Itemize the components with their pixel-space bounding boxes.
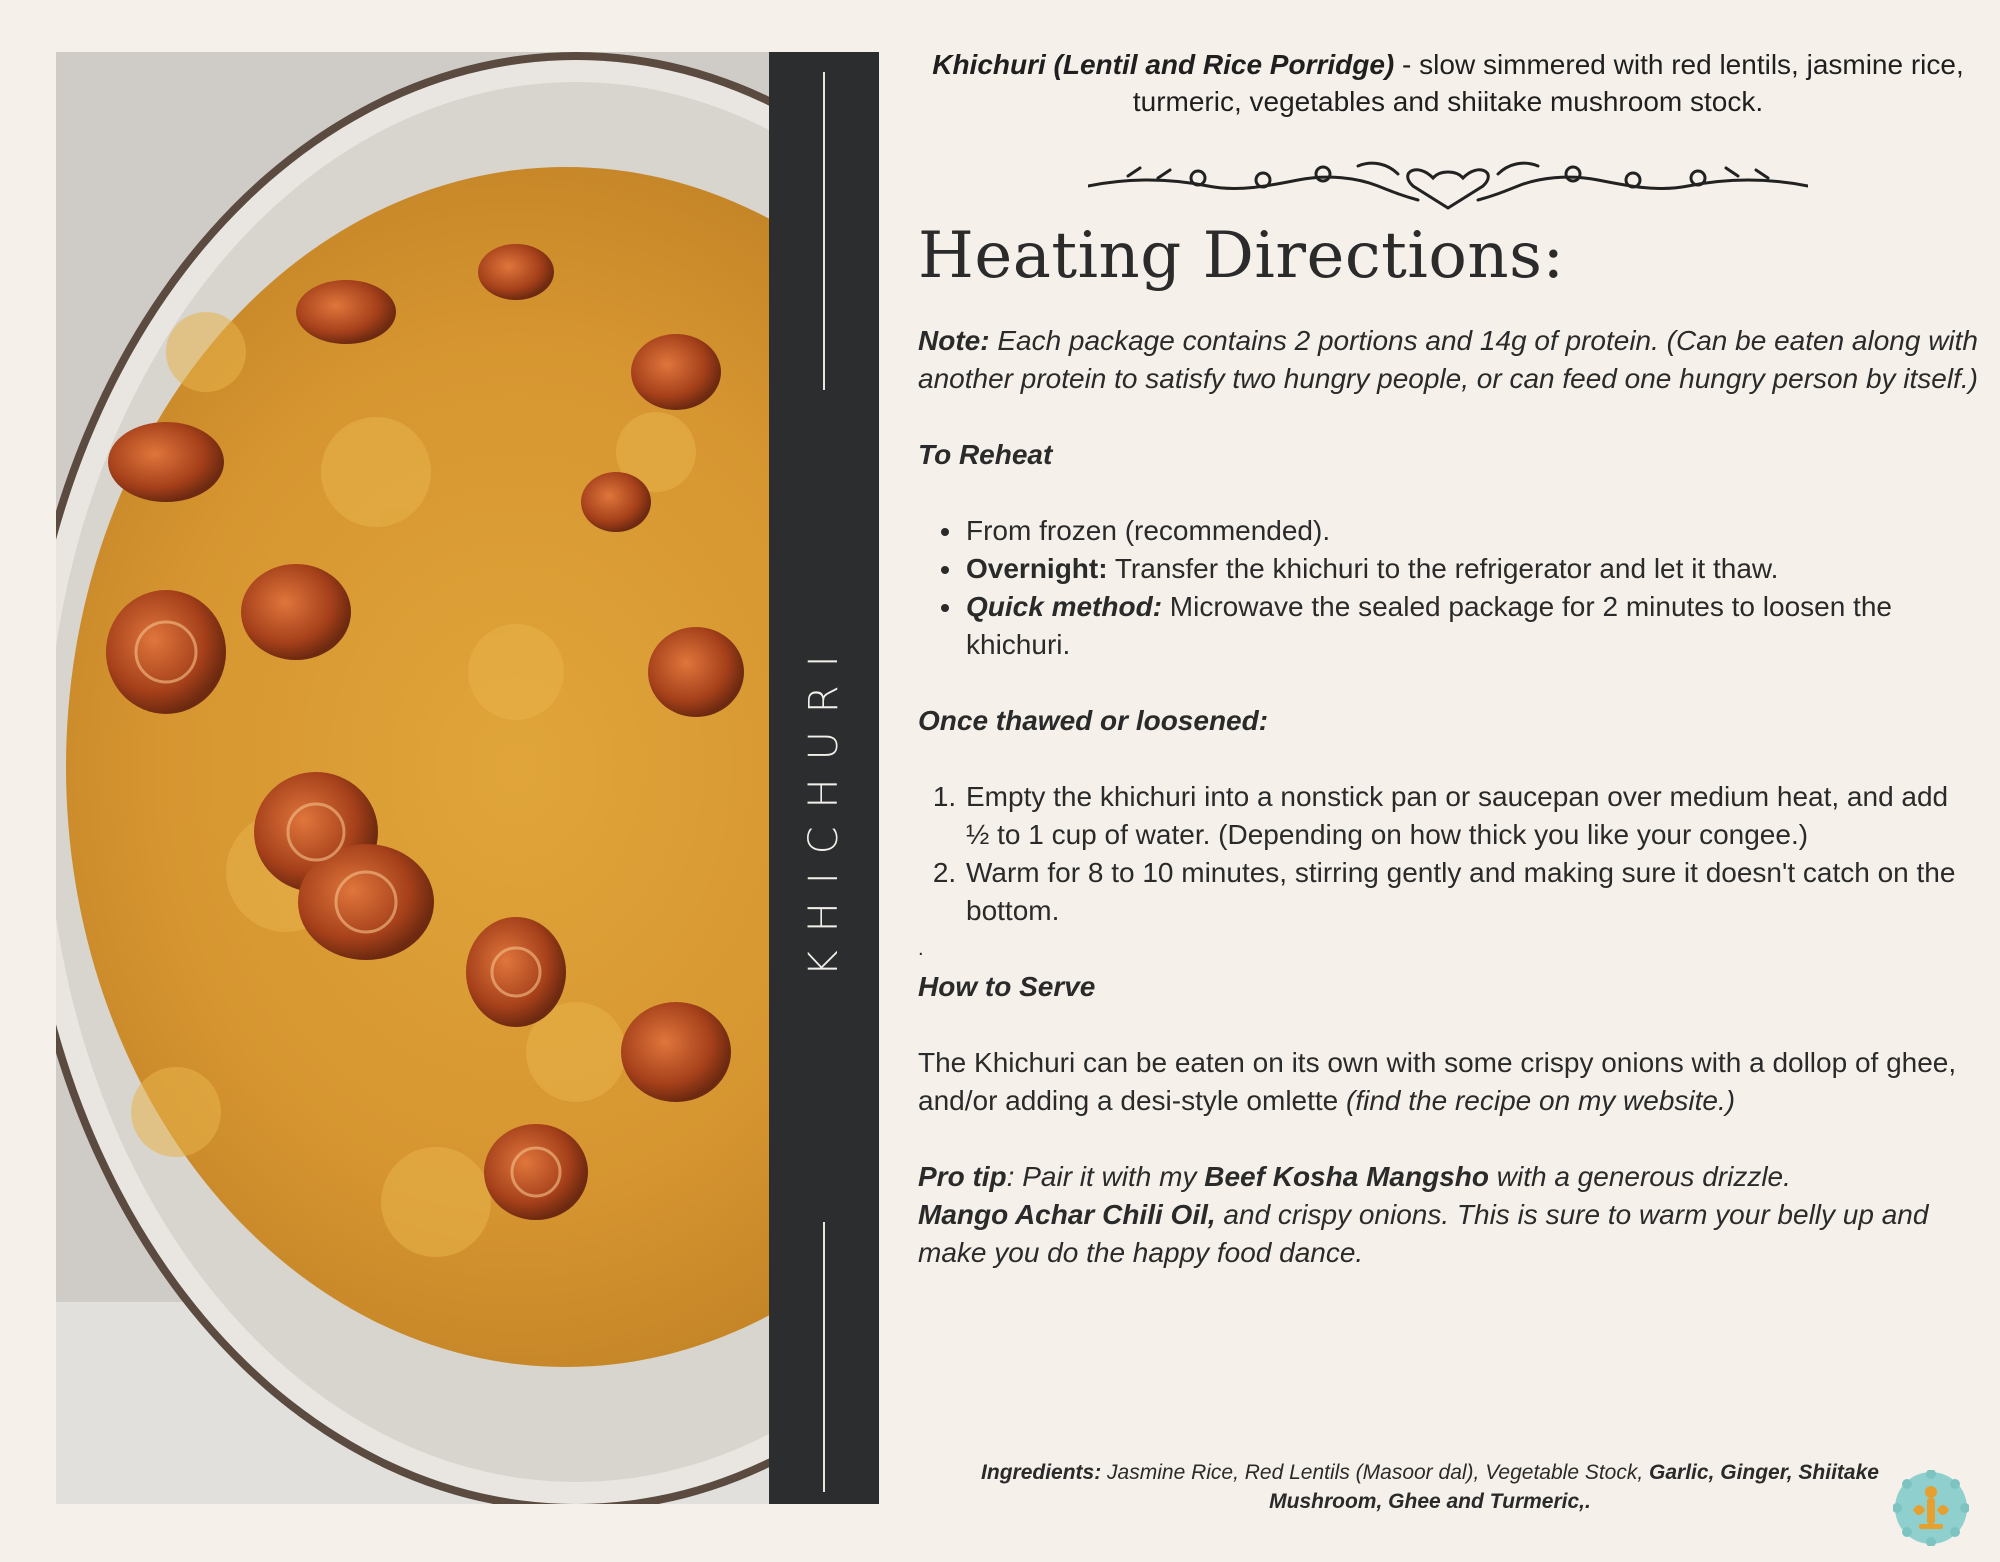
reheat-title [918, 436, 1978, 474]
dish-photo [56, 52, 769, 1504]
bullet-text: From frozen (recommended). [966, 515, 1331, 546]
pro-tip-text: with a generous drizzle. [1488, 1161, 1791, 1192]
bullet-text: Transfer the khichuri to the refrigerator and let it thaw. [1107, 553, 1779, 584]
floral-heart-divider-icon [1088, 156, 1808, 212]
reheat-title-text: To Reheat [918, 439, 1053, 470]
serve-title [918, 968, 1978, 1006]
list-item [964, 550, 1978, 588]
band-bottom-rule [823, 1222, 825, 1492]
pro-tip-dish: Beef Kosha Mangsho [1204, 1161, 1489, 1192]
note-paragraph [918, 322, 1978, 398]
dish-description: - slow simmered with red lentils, jasmine rice, turmeric, vegetables and shiitake mushroom stock. [1132, 49, 1964, 117]
thawed-title [918, 702, 1978, 740]
pro-tip-dish: Mango Achar Chili Oil, [918, 1199, 1216, 1230]
pro-tip-label: Pro tip [918, 1161, 1007, 1192]
band-top-rule [823, 72, 825, 390]
pro-tip-text: : Pair it with my [1006, 1161, 1205, 1192]
pro-tip-text: and crispy onions. This is sure to warm your belly up and make you do the happy food dance. [918, 1199, 1929, 1268]
list-item: 1. Empty the khichuri into a nonstick pan or saucepan over medium heat, and add ½ to 1 cup of water. (Depending on how thick you like your congee.) [964, 778, 1978, 854]
stray-dot: . [918, 938, 924, 960]
list-item [964, 512, 1978, 550]
bullet-text: Microwave the sealed package for 2 minutes to loosen the khichuri. [966, 591, 1892, 660]
note-label: Note: [918, 325, 990, 356]
note-text: Each package contains 2 portions and 14g of protein. (Can be eaten along with another protein to satisfy two hungry people, or can feed one hungry person by itself.) [918, 325, 1978, 394]
khichuri-bowl-photo [56, 52, 769, 1504]
intro-text [918, 46, 1978, 120]
recipe-content [918, 46, 1978, 1272]
page-title: Heating Directions: [918, 219, 1565, 293]
pro-tip-paragraph [918, 1158, 1978, 1272]
ingredients-footer [960, 1458, 1900, 1516]
thawed-steps [918, 778, 1978, 930]
ingredients-list: Jasmine Rice, Red Lentils (Masoor dal), Vegetable Stock, [1101, 1461, 1650, 1484]
ingredients-list-continued: Garlic, Ginger, Shiitake Mushroom, Ghee and Turmeric,. [1269, 1461, 1879, 1513]
list-item: 2. Warm for 8 to 10 minutes, stirring gently and making sure it doesn't catch on the bottom. [964, 854, 1978, 930]
serve-paragraph [918, 1044, 1978, 1120]
bullet-label: Overnight: [966, 553, 1108, 584]
vertical-dish-title: KHICHURI [801, 637, 847, 977]
serve-text-italic: (find the recipe on my website.) [1346, 1085, 1736, 1116]
list-item [964, 588, 1978, 664]
reheat-list [918, 512, 1978, 664]
serve-text: The Khichuri can be eaten on its own with some crispy onions with a dollop of ghee, and/or adding a desi-style omlette [918, 1047, 1957, 1116]
bullet-label: Quick method: [966, 591, 1163, 622]
ingredients-label: Ingredients: [981, 1461, 1102, 1484]
title-band [769, 52, 879, 1504]
brand-logo-icon [1893, 1470, 1969, 1546]
serve-title-text: How to Serve [918, 971, 1096, 1002]
dish-name: Khichuri (Lentil and Rice Porridge) [932, 49, 1395, 80]
thawed-title-text: Once thawed or loosened: [918, 705, 1269, 736]
